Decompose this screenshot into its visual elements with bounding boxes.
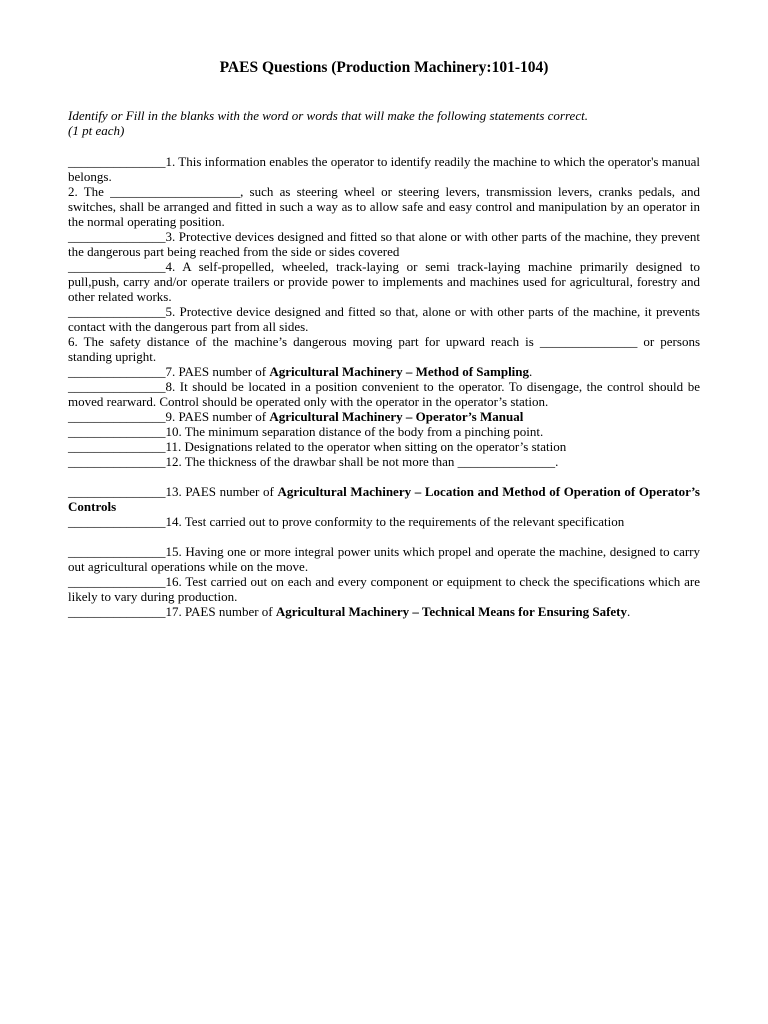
- spacer: [68, 469, 700, 484]
- question-3: _______________3. Protective devices designed and fitted so that alone or with other parts of the machine, they prevent the dangerous part being reached from the side or sides covered: [68, 229, 700, 259]
- question-12: _______________12. The thickness of the drawbar shall be not more than _______________.: [68, 454, 559, 469]
- page-title: PAES Questions (Production Machinery:101-104): [219, 59, 549, 76]
- question-5: _______________5. Protective device designed and fitted so that, alone or with other parts of the machine, it prevents contact with the dangerous part from all sides.: [68, 304, 700, 334]
- question-7-suffix: .: [529, 364, 533, 379]
- question-9-prefix: _______________9. PAES number of: [68, 409, 270, 424]
- question-10: _______________10. The minimum separation distance of the body from a pinching point.: [68, 424, 544, 439]
- question-7-prefix: _______________7. PAES number of: [68, 364, 270, 379]
- question-11: _______________11. Designations related to the operator when sitting on the operator’s station: [68, 439, 567, 454]
- document-page: [68, 58, 700, 619]
- instructions-line: Identify or Fill in the blanks with the word or words that will make the following statements correct.: [68, 108, 588, 123]
- question-7: [68, 364, 700, 379]
- question-13: [68, 484, 700, 514]
- question-9-standard-title: Agricultural Machinery – Operator’s Manual: [269, 409, 524, 424]
- question-9: [68, 409, 700, 424]
- spacer: [68, 529, 700, 544]
- question-1: _______________1. This information enables the operator to identify readily the machine to which the operator's manual belongs.: [68, 154, 700, 184]
- question-14: _______________14. Test carried out to prove conformity to the requirements of the relevant specification: [68, 514, 625, 529]
- question-16: _______________16. Test carried out on each and every component or equipment to check the specifications which are likely to vary during production.: [68, 574, 700, 604]
- question-17: [68, 604, 700, 619]
- question-7-standard-title: Agricultural Machinery – Method of Sampling: [269, 364, 530, 379]
- instructions: [68, 108, 700, 138]
- question-17-suffix: .: [627, 604, 631, 619]
- question-2: 2. The ____________________, such as steering wheel or steering levers, transmission levers, cranks pedals, and switches, shall be arranged and fitted in such a way as to allow safe and easy control and manipulation by an operator in the normal operating position.: [68, 184, 700, 229]
- question-6: 6. The safety distance of the machine’s dangerous moving part for upward reach is _______________ or persons standing upright.: [68, 334, 700, 364]
- question-13-standard-title: Agricultural Machinery – Location and Method of Operation of Operator’s Controls: [68, 484, 700, 514]
- question-15: _______________15. Having one or more integral power units which propel and operate the machine, designed to carry out agricultural operations while on the move.: [68, 544, 700, 574]
- points-note: (1 pt each): [68, 123, 125, 138]
- question-13-prefix: _______________13. PAES number of: [68, 484, 278, 499]
- question-4: _______________4. A self-propelled, wheeled, track-laying or semi track-laying machine primarily designed to pull,push, carry and/or operate trailers or provide power to implements and machines used for agricultural, forestry and other related works.: [68, 259, 700, 304]
- question-17-standard-title: Agricultural Machinery – Technical Means for Ensuring Safety: [275, 604, 628, 619]
- question-8: _______________8. It should be located in a position convenient to the operator. To disengage, the control should be moved rearward. Control should be operated only with the operator in the operator’s station.: [68, 379, 700, 409]
- question-17-prefix: _______________17. PAES number of: [68, 604, 276, 619]
